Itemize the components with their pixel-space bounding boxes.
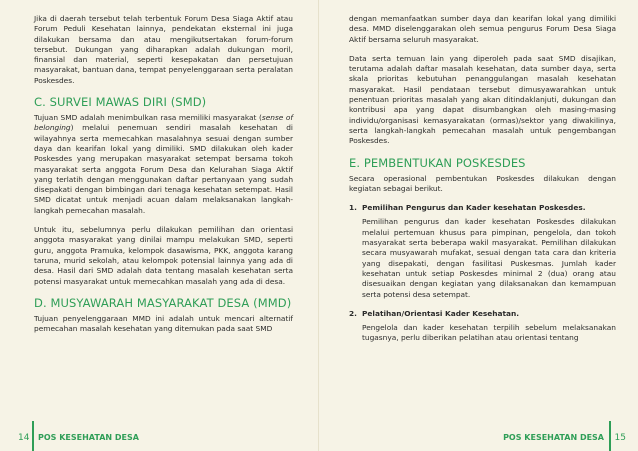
paragraph: Secara operasional pembentukan Poskesdes dilakukan dengan kegiatan sebagai berikut. — [349, 173, 616, 193]
paragraph: Jika di daerah tersebut telah terbentuk Forum Desa Siaga Aktif atau Forum Peduli Kesehatan lainnya, pendekatan eksternal ini juga dilakukan bersama dan atau mengikutsertakan forum-forum tersebut. Dukungan yang diharapkan adalah dukungan moril, finansial dan material, seperti kesepakatan dan persetujuan masyarakat, bantuan dana, tempat penyelenggaraan serta peralatan Poskesdes. — [34, 14, 293, 85]
text-run: ) melalui penemuan sendiri masalah kesehatan di wilayahnya serta memecahkan masalahnya sesuai dengan sumber daya dan kearifan lokal yang dimiliki. SMD dilakukan oleh kader Poskesdes yang merupakan masyarakat setempat bersama tokoh masyarakat serta anggota Forum Desa dan Kelurahan Siaga Aktif yang terlatih dengan menggunakan daftar pertanyaan yang sudah disepakati dengan bimbingan dari tenaga kesehatan setempat. Hasil SMD dicatat untuk menjadi acuan dalam melaksanakan langkah-langkah pemecahan masalah. — [34, 123, 293, 215]
section-heading-c: C. SURVEI MAWAS DIRI (SMD) — [34, 95, 207, 110]
list-item-body: Pemilihan pengurus dan kader kesehatan Poskesdes dilakukan melalui pertemuan khusus para pimpinan, pengelola, dan tokoh masyarakat serta beberapa wakil masyarakat. Pemilihan dilakukan secara musyawarah mufakat, sesuai dengan tata cara dan kriteria yang disepakati, dengan fasilitasi Puskesmas. Jumlah kader kesehatan untuk setiap Poskesdes minimal 2 (dua) orang atau disesuaikan dengan kegiatan yang dilaksanakan dan kemampuan serta potensi desa setempat. — [362, 217, 616, 299]
right-footer — [319, 421, 638, 451]
footer-label: POS KESEHATAN DESA — [38, 433, 139, 442]
list-item-title — [349, 309, 616, 319]
numbered-list — [349, 203, 616, 344]
page-number: 15 — [614, 433, 626, 443]
footer-divider — [32, 421, 34, 451]
paragraph: Tujuan penyelenggaraan MMD ini adalah untuk mencari alternatif pemecahan masalah kesehatan yang ditemukan pada saat SMD — [34, 313, 293, 334]
list-item — [349, 203, 616, 300]
paragraph: Data serta temuan lain yang diperoleh pada saat SMD disajikan, terutama adalah daftar masalah kesehatan, data sumber daya, serta skala prioritas kebutuhan penanggulangan masalah kesehatan masyarakat. Hasil pendataan tersebut dimusyawarahkan untuk penentuan prioritas masalah yang akan ditindaklanjuti, dukungan dan kontribusi apa yang dapat disumbangkan oleh masing-masing individu/organisasi kemasyarakatan (ormas)/sektor yang diwakilinya, serta langkah-langkah pemecahan masalah untuk pengembangan Poskesdes. — [349, 53, 616, 146]
footer-label: POS KESEHATAN DESA — [503, 433, 604, 442]
section-heading-e: E. PEMBENTUKAN POSKESDES — [349, 155, 526, 170]
list-item-number: 2. — [349, 308, 357, 318]
text-run: Tujuan SMD adalah menimbulkan rasa memiliki masyarakat ( — [34, 113, 262, 123]
paragraph — [34, 113, 293, 216]
right-page — [319, 0, 638, 451]
italic-term: sense of belonging — [34, 113, 293, 133]
paragraph: dengan memanfaatkan sumber daya dan kearifan lokal yang dimiliki desa. MMD diselenggarakan oleh semua pengurus Forum Desa Siaga Aktif bersama seluruh masyarakat. — [349, 14, 616, 44]
paragraph: Untuk itu, sebelumnya perlu dilakukan pemilihan dan orientasi anggota masyarakat yang dinilai mampu melakukan SMD, seperti guru, anggota Pramuka, kelompok dasawisma, PKK, anggota karang taruna, murid sekolah, atau kelompok potensial lainnya yang ada di desa. Hasil dari SMD adalah data tentang masalah kesehatan serta potensi masyarakat untuk memecahkan masalah yang ada di desa. — [34, 225, 293, 286]
list-item-title — [349, 203, 616, 213]
list-item-title-text: Pemilihan Pengurus dan Kader kesehatan Poskesdes. — [362, 203, 586, 213]
list-item-title-text: Pelatihan/Orientasi Kader Kesehatan. — [362, 308, 520, 318]
list-item-body: Pengelola dan kader kesehatan terpilih sebelum melaksanakan tugasnya, perlu diberikan pelatihan atau orientasi tentang — [362, 323, 616, 343]
footer-divider — [609, 421, 611, 451]
page-number: 14 — [18, 433, 30, 443]
section-heading-d: D. MUSYAWARAH MASYARAKAT DESA (MMD) — [34, 295, 292, 310]
left-footer — [0, 421, 319, 451]
right-column — [349, 14, 616, 353]
list-item-number: 1. — [349, 203, 357, 213]
list-item — [349, 309, 616, 344]
left-column — [34, 14, 293, 343]
